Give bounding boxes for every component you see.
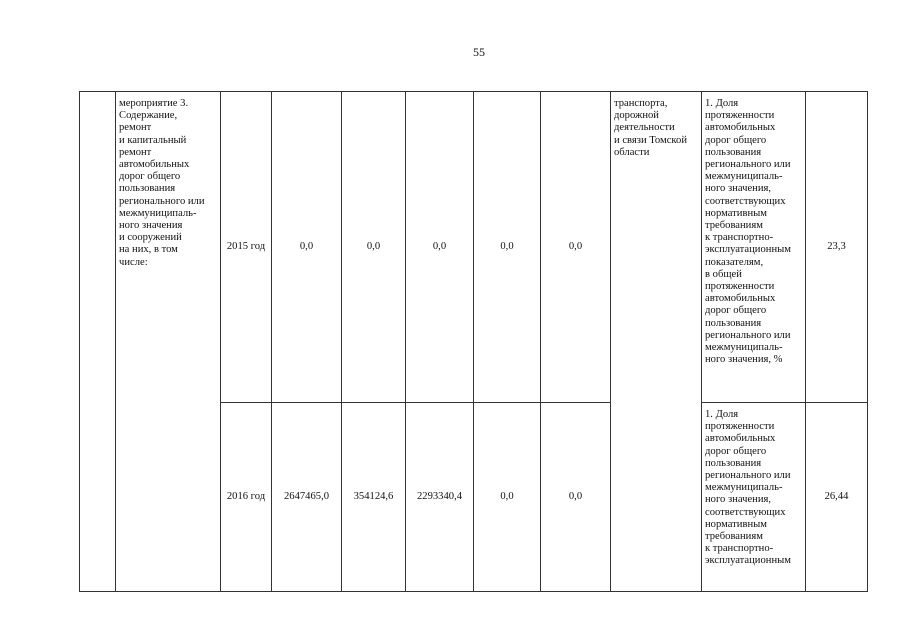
index-cell xyxy=(80,92,116,592)
year-cell: 2016 год xyxy=(221,403,272,592)
total-cell: 2647465,0 xyxy=(272,403,342,592)
measure-name-cell: мероприятие 3. Содержание, ремонт и капитальный ремонт автомобильных дорог общего пользования регионального или межмуниципаль- ного значения и сооружений на них, в том числе: xyxy=(116,92,221,592)
page-number: 55 xyxy=(473,45,485,59)
other-sources-cell: 0,0 xyxy=(541,403,611,592)
indicator-value-cell: 26,44 xyxy=(806,403,868,592)
total-cell: 0,0 xyxy=(272,92,342,403)
federal-budget-cell: 354124,6 xyxy=(342,403,406,592)
table-row xyxy=(80,92,868,403)
indicator-value-cell: 23,3 xyxy=(806,92,868,403)
program-table xyxy=(79,91,868,592)
federal-budget-cell: 0,0 xyxy=(342,92,406,403)
regional-budget-cell: 2293340,4 xyxy=(406,403,474,592)
indicator-cell: 1. Доля протяженности автомобильных дорог общего пользования регионального или межмуниципаль- ного значения, соответствующих нормативным требованиям к транспортно- эксплуатационным xyxy=(702,403,806,592)
other-sources-cell: 0,0 xyxy=(541,92,611,403)
indicator-cell: 1. Доля протяженности автомобильных дорог общего пользования регионального или межмуниципаль- ного значения, соответствующих нормативным требованиям к транспортно- эксплуатационным показателям, в общей протяженности автомобильных дорог общего пользования регионального или межмуниципаль- ного значения, % xyxy=(702,92,806,403)
regional-budget-cell: 0,0 xyxy=(406,92,474,403)
local-budget-cell: 0,0 xyxy=(474,92,541,403)
local-budget-cell: 0,0 xyxy=(474,403,541,592)
year-cell: 2015 год xyxy=(221,92,272,403)
executor-cell: транспорта, дорожной деятельности и связи Томской области xyxy=(611,92,702,592)
